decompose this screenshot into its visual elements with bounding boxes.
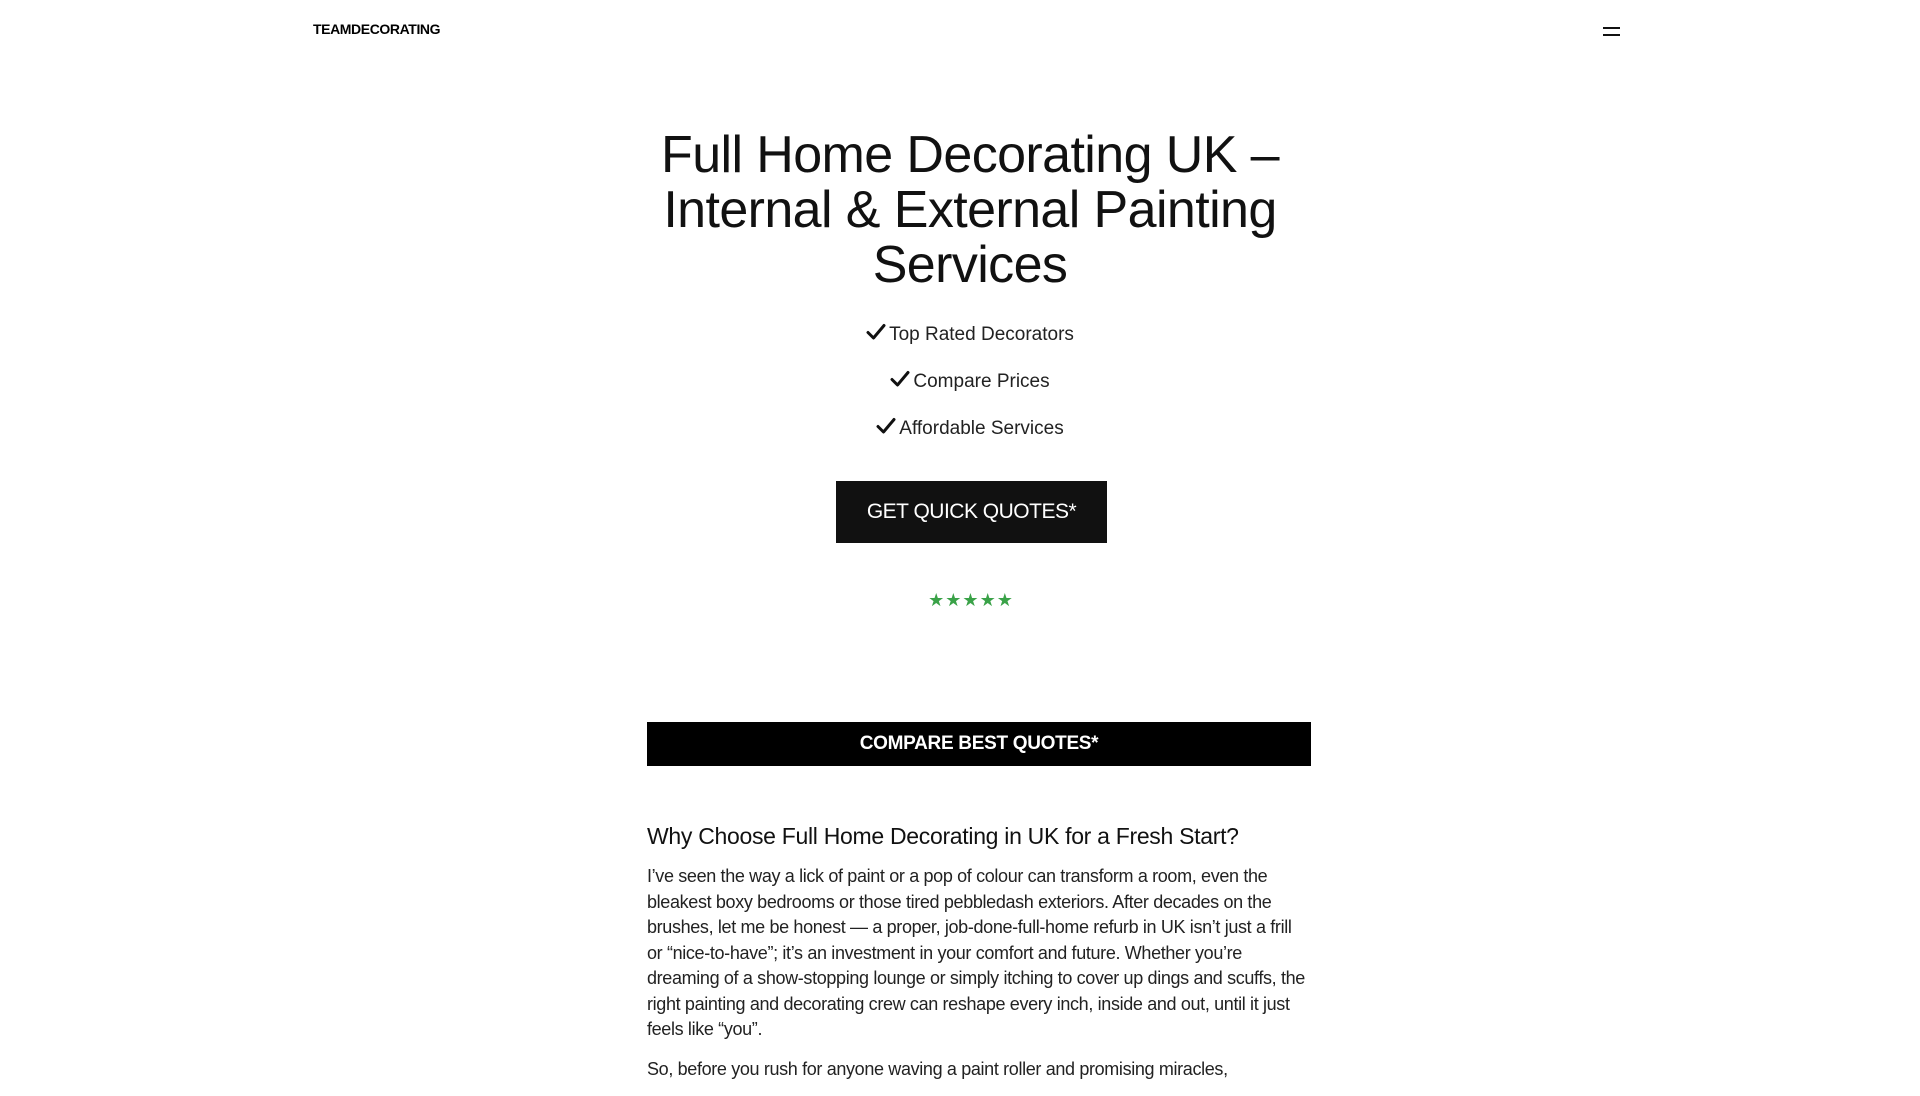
hamburger-menu-icon[interactable] xyxy=(1600,22,1624,42)
benefit-label: Top Rated Decorators xyxy=(889,324,1074,345)
benefit-label: Compare Prices xyxy=(913,371,1050,392)
checkmark-icon xyxy=(890,369,910,389)
menu-bar-bottom xyxy=(1603,34,1620,36)
benefit-item xyxy=(760,369,1180,416)
get-quick-quotes-button[interactable]: GET QUICK QUOTES* xyxy=(836,481,1107,543)
article-paragraph: I’ve seen the way a lick of paint or a pop of colour can transform a room, even the bleakest boxy bedrooms or those tired pebbledash exteriors. After decades on the brushes, let me be honest — a proper, job-done-full-home refurb in UK isn’t just a frill or “nice-to-have”; it’s an investment in your comfort and future. Whether you’re dreaming of a show-stopping lounge or simply itching to cover up dings and scuffs, the right painting and decorating crew can reshape every inch, inside and out, until it just feels like “you”. xyxy=(647,866,1305,1039)
benefit-item xyxy=(760,322,1180,369)
section-heading: Why Choose Full Home Decorating in UK for a Fresh Start? xyxy=(647,823,1239,849)
article-content xyxy=(647,820,1311,1096)
checkmark-icon xyxy=(866,322,886,342)
page-title: Full Home Decorating UK – Internal & External Painting Services xyxy=(661,126,1279,294)
compare-best-quotes-button[interactable]: COMPARE BEST QUOTES* xyxy=(647,722,1311,766)
site-logo[interactable]: TEAMDECORATING xyxy=(313,21,441,37)
site-header xyxy=(0,0,1920,60)
article-paragraph: So, before you rush for anyone waving a paint roller and promising miracles, xyxy=(647,1058,1228,1079)
star-rating: ★★★★★ xyxy=(928,590,1014,610)
benefits-list xyxy=(760,322,1180,463)
benefit-item xyxy=(760,416,1180,463)
benefit-label: Affordable Services xyxy=(899,418,1064,439)
menu-bar-top xyxy=(1603,27,1620,29)
checkmark-icon xyxy=(876,416,896,436)
